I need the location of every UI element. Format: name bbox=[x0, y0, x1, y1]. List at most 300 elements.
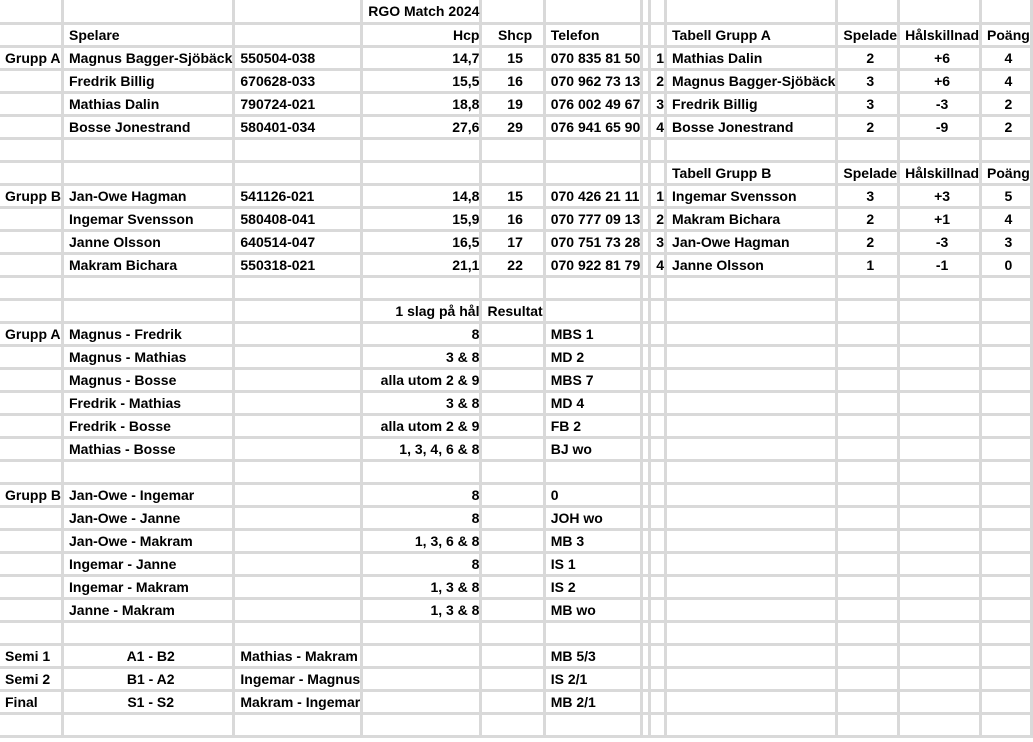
sheet-cell[interactable] bbox=[234, 621, 362, 644]
sheet-cell[interactable] bbox=[481, 690, 544, 713]
sheet-cell[interactable] bbox=[650, 529, 666, 552]
sheet-cell[interactable]: 15 bbox=[481, 184, 544, 207]
sheet-cell[interactable]: Ingemar - Janne bbox=[63, 552, 234, 575]
sheet-cell[interactable] bbox=[481, 276, 544, 299]
sheet-cell[interactable] bbox=[981, 414, 1032, 437]
sheet-cell[interactable] bbox=[837, 345, 899, 368]
sheet-cell[interactable] bbox=[899, 644, 981, 667]
sheet-cell[interactable]: Mathias Dalin bbox=[63, 92, 234, 115]
sheet-cell[interactable] bbox=[481, 414, 544, 437]
sheet-cell[interactable] bbox=[837, 299, 899, 322]
sheet-cell[interactable] bbox=[481, 621, 544, 644]
sheet-cell[interactable] bbox=[0, 345, 63, 368]
sheet-cell[interactable]: 550504-038 bbox=[234, 46, 362, 69]
sheet-cell[interactable]: +6 bbox=[899, 46, 981, 69]
sheet-cell[interactable]: Makram - Ingemar bbox=[234, 690, 362, 713]
sheet-cell[interactable]: Tabell Grupp B bbox=[666, 161, 837, 184]
sheet-cell[interactable]: -9 bbox=[899, 115, 981, 138]
sheet-cell[interactable] bbox=[234, 437, 362, 460]
sheet-cell[interactable] bbox=[481, 644, 544, 667]
sheet-cell[interactable] bbox=[650, 299, 666, 322]
sheet-cell[interactable] bbox=[837, 644, 899, 667]
sheet-cell[interactable] bbox=[981, 667, 1032, 690]
sheet-cell[interactable] bbox=[481, 552, 544, 575]
sheet-cell[interactable] bbox=[0, 368, 63, 391]
sheet-cell[interactable]: 580401-034 bbox=[234, 115, 362, 138]
sheet-cell[interactable] bbox=[642, 644, 650, 667]
sheet-cell[interactable] bbox=[981, 506, 1032, 529]
sheet-cell[interactable] bbox=[650, 575, 666, 598]
sheet-cell[interactable] bbox=[0, 529, 63, 552]
sheet-cell[interactable] bbox=[837, 276, 899, 299]
sheet-cell[interactable]: Semi 1 bbox=[0, 644, 63, 667]
sheet-cell[interactable] bbox=[650, 345, 666, 368]
sheet-cell[interactable]: MB wo bbox=[544, 598, 642, 621]
sheet-cell[interactable] bbox=[666, 690, 837, 713]
sheet-cell[interactable] bbox=[481, 322, 544, 345]
sheet-cell[interactable]: JOH wo bbox=[544, 506, 642, 529]
sheet-cell[interactable] bbox=[0, 253, 63, 276]
sheet-cell[interactable]: MD 2 bbox=[544, 345, 642, 368]
sheet-cell[interactable]: Jan-Owe - Ingemar bbox=[63, 483, 234, 506]
sheet-cell[interactable] bbox=[650, 276, 666, 299]
sheet-cell[interactable] bbox=[0, 598, 63, 621]
sheet-cell[interactable] bbox=[234, 552, 362, 575]
sheet-cell[interactable]: Magnus - Bosse bbox=[63, 368, 234, 391]
sheet-cell[interactable] bbox=[666, 460, 837, 483]
sheet-cell[interactable] bbox=[899, 0, 981, 23]
sheet-cell[interactable] bbox=[899, 667, 981, 690]
sheet-cell[interactable]: 21,1 bbox=[362, 253, 481, 276]
sheet-cell[interactable] bbox=[642, 460, 650, 483]
sheet-cell[interactable]: IS 1 bbox=[544, 552, 642, 575]
sheet-cell[interactable] bbox=[234, 0, 362, 23]
sheet-cell[interactable] bbox=[362, 690, 481, 713]
sheet-cell[interactable] bbox=[899, 276, 981, 299]
sheet-cell[interactable] bbox=[837, 506, 899, 529]
sheet-cell[interactable]: MBS 7 bbox=[544, 368, 642, 391]
sheet-cell[interactable]: 2 bbox=[837, 115, 899, 138]
sheet-cell[interactable]: 1, 3 & 8 bbox=[362, 598, 481, 621]
sheet-cell[interactable] bbox=[650, 552, 666, 575]
sheet-cell[interactable] bbox=[642, 598, 650, 621]
sheet-cell[interactable] bbox=[666, 644, 837, 667]
sheet-cell[interactable]: Bosse Jonestrand bbox=[63, 115, 234, 138]
sheet-cell[interactable]: Resultat bbox=[481, 299, 544, 322]
sheet-cell[interactable]: IS 2 bbox=[544, 575, 642, 598]
sheet-cell[interactable] bbox=[837, 0, 899, 23]
sheet-cell[interactable] bbox=[234, 713, 362, 736]
sheet-cell[interactable]: 14,8 bbox=[362, 184, 481, 207]
sheet-cell[interactable] bbox=[837, 667, 899, 690]
sheet-cell[interactable]: 070 962 73 13 bbox=[544, 69, 642, 92]
sheet-cell[interactable]: 17 bbox=[481, 230, 544, 253]
sheet-cell[interactable] bbox=[234, 345, 362, 368]
sheet-cell[interactable]: Hålskillnad bbox=[899, 23, 981, 46]
sheet-cell[interactable] bbox=[0, 713, 63, 736]
sheet-cell[interactable]: 8 bbox=[362, 506, 481, 529]
sheet-cell[interactable] bbox=[837, 391, 899, 414]
sheet-cell[interactable]: 1 bbox=[650, 46, 666, 69]
sheet-cell[interactable] bbox=[481, 161, 544, 184]
sheet-cell[interactable]: 4 bbox=[981, 69, 1032, 92]
sheet-cell[interactable] bbox=[899, 460, 981, 483]
sheet-cell[interactable] bbox=[899, 690, 981, 713]
sheet-cell[interactable] bbox=[899, 322, 981, 345]
sheet-cell[interactable] bbox=[481, 483, 544, 506]
sheet-cell[interactable] bbox=[650, 368, 666, 391]
sheet-cell[interactable] bbox=[650, 621, 666, 644]
sheet-cell[interactable] bbox=[837, 138, 899, 161]
sheet-cell[interactable]: +3 bbox=[899, 184, 981, 207]
sheet-cell[interactable]: Fredrik - Mathias bbox=[63, 391, 234, 414]
sheet-cell[interactable] bbox=[642, 713, 650, 736]
sheet-cell[interactable] bbox=[481, 437, 544, 460]
sheet-cell[interactable]: 15 bbox=[481, 46, 544, 69]
sheet-cell[interactable] bbox=[981, 713, 1032, 736]
sheet-cell[interactable]: 670628-033 bbox=[234, 69, 362, 92]
sheet-cell[interactable]: 2 bbox=[650, 69, 666, 92]
sheet-cell[interactable] bbox=[234, 322, 362, 345]
sheet-cell[interactable]: Makram Bichara bbox=[63, 253, 234, 276]
sheet-cell[interactable]: 0 bbox=[544, 483, 642, 506]
sheet-cell[interactable] bbox=[899, 575, 981, 598]
sheet-cell[interactable] bbox=[642, 69, 650, 92]
sheet-cell[interactable]: 16 bbox=[481, 69, 544, 92]
sheet-cell[interactable]: 1, 3 & 8 bbox=[362, 575, 481, 598]
sheet-cell[interactable]: MB 3 bbox=[544, 529, 642, 552]
sheet-cell[interactable] bbox=[650, 713, 666, 736]
sheet-cell[interactable] bbox=[544, 138, 642, 161]
sheet-cell[interactable]: 4 bbox=[650, 115, 666, 138]
sheet-cell[interactable] bbox=[666, 552, 837, 575]
sheet-cell[interactable] bbox=[362, 621, 481, 644]
sheet-cell[interactable]: 16 bbox=[481, 207, 544, 230]
sheet-cell[interactable] bbox=[650, 414, 666, 437]
sheet-cell[interactable] bbox=[899, 483, 981, 506]
sheet-cell[interactable]: 15,9 bbox=[362, 207, 481, 230]
sheet-cell[interactable] bbox=[0, 621, 63, 644]
sheet-cell[interactable]: 4 bbox=[650, 253, 666, 276]
sheet-cell[interactable] bbox=[981, 598, 1032, 621]
sheet-cell[interactable]: MB 5/3 bbox=[544, 644, 642, 667]
sheet-cell[interactable] bbox=[234, 368, 362, 391]
sheet-cell[interactable]: Grupp A bbox=[0, 46, 63, 69]
sheet-cell[interactable] bbox=[544, 460, 642, 483]
sheet-cell[interactable]: 8 bbox=[362, 483, 481, 506]
sheet-cell[interactable] bbox=[666, 276, 837, 299]
sheet-cell[interactable] bbox=[837, 414, 899, 437]
sheet-cell[interactable] bbox=[666, 322, 837, 345]
sheet-cell[interactable] bbox=[666, 621, 837, 644]
sheet-cell[interactable] bbox=[0, 460, 63, 483]
sheet-cell[interactable] bbox=[899, 345, 981, 368]
sheet-cell[interactable] bbox=[899, 552, 981, 575]
sheet-cell[interactable] bbox=[642, 391, 650, 414]
sheet-cell[interactable] bbox=[642, 621, 650, 644]
sheet-cell[interactable] bbox=[642, 46, 650, 69]
sheet-cell[interactable] bbox=[642, 207, 650, 230]
sheet-cell[interactable]: 070 426 21 11 bbox=[544, 184, 642, 207]
sheet-cell[interactable]: -1 bbox=[899, 253, 981, 276]
sheet-cell[interactable] bbox=[650, 161, 666, 184]
sheet-cell[interactable]: 14,7 bbox=[362, 46, 481, 69]
sheet-cell[interactable] bbox=[0, 299, 63, 322]
sheet-cell[interactable]: 22 bbox=[481, 253, 544, 276]
sheet-cell[interactable]: Ingemar Svensson bbox=[666, 184, 837, 207]
sheet-cell[interactable] bbox=[234, 414, 362, 437]
sheet-cell[interactable]: 070 751 73 28 bbox=[544, 230, 642, 253]
sheet-cell[interactable]: 3 bbox=[837, 184, 899, 207]
sheet-cell[interactable]: Spelade bbox=[837, 23, 899, 46]
sheet-cell[interactable] bbox=[666, 667, 837, 690]
sheet-cell[interactable] bbox=[544, 621, 642, 644]
sheet-cell[interactable]: 2 bbox=[981, 92, 1032, 115]
sheet-cell[interactable]: Mathias Dalin bbox=[666, 46, 837, 69]
sheet-cell[interactable]: 16,5 bbox=[362, 230, 481, 253]
sheet-cell[interactable] bbox=[0, 575, 63, 598]
sheet-cell[interactable]: Fredrik Billig bbox=[666, 92, 837, 115]
sheet-cell[interactable]: 1, 3, 6 & 8 bbox=[362, 529, 481, 552]
sheet-cell[interactable] bbox=[642, 667, 650, 690]
sheet-cell[interactable]: Mathias - Makram bbox=[234, 644, 362, 667]
sheet-cell[interactable] bbox=[837, 460, 899, 483]
sheet-cell[interactable]: 1, 3, 4, 6 & 8 bbox=[362, 437, 481, 460]
sheet-cell[interactable] bbox=[666, 138, 837, 161]
sheet-cell[interactable]: MB 2/1 bbox=[544, 690, 642, 713]
sheet-cell[interactable] bbox=[650, 391, 666, 414]
sheet-cell[interactable]: 8 bbox=[362, 322, 481, 345]
sheet-cell[interactable]: Spelade bbox=[837, 161, 899, 184]
sheet-cell[interactable] bbox=[981, 368, 1032, 391]
sheet-cell[interactable] bbox=[0, 69, 63, 92]
sheet-cell[interactable] bbox=[899, 299, 981, 322]
sheet-cell[interactable]: Janne Olsson bbox=[63, 230, 234, 253]
sheet-cell[interactable] bbox=[981, 345, 1032, 368]
sheet-cell[interactable] bbox=[63, 713, 234, 736]
sheet-cell[interactable] bbox=[234, 506, 362, 529]
sheet-cell[interactable] bbox=[362, 138, 481, 161]
sheet-cell[interactable] bbox=[234, 483, 362, 506]
sheet-cell[interactable] bbox=[0, 552, 63, 575]
sheet-cell[interactable]: A1 - B2 bbox=[63, 644, 234, 667]
sheet-cell[interactable] bbox=[981, 483, 1032, 506]
sheet-cell[interactable] bbox=[362, 460, 481, 483]
sheet-cell[interactable]: 541126-021 bbox=[234, 184, 362, 207]
sheet-cell[interactable]: 3 bbox=[837, 92, 899, 115]
sheet-cell[interactable] bbox=[650, 667, 666, 690]
sheet-cell[interactable]: Grupp B bbox=[0, 184, 63, 207]
sheet-cell[interactable]: 2 bbox=[650, 207, 666, 230]
sheet-cell[interactable] bbox=[650, 138, 666, 161]
sheet-cell[interactable]: Magnus - Mathias bbox=[63, 345, 234, 368]
sheet-cell[interactable]: 3 & 8 bbox=[362, 345, 481, 368]
sheet-cell[interactable] bbox=[234, 161, 362, 184]
sheet-cell[interactable] bbox=[837, 368, 899, 391]
sheet-cell[interactable]: 790724-021 bbox=[234, 92, 362, 115]
sheet-cell[interactable] bbox=[642, 299, 650, 322]
sheet-cell[interactable] bbox=[544, 713, 642, 736]
sheet-cell[interactable] bbox=[837, 437, 899, 460]
sheet-cell[interactable]: Janne Olsson bbox=[666, 253, 837, 276]
sheet-cell[interactable]: Jan-Owe - Janne bbox=[63, 506, 234, 529]
sheet-cell[interactable]: 2 bbox=[837, 46, 899, 69]
sheet-cell[interactable]: +1 bbox=[899, 207, 981, 230]
sheet-cell[interactable] bbox=[234, 529, 362, 552]
sheet-cell[interactable]: -3 bbox=[899, 92, 981, 115]
sheet-cell[interactable] bbox=[481, 368, 544, 391]
sheet-cell[interactable] bbox=[63, 460, 234, 483]
sheet-cell[interactable]: 3 bbox=[650, 92, 666, 115]
sheet-cell[interactable] bbox=[981, 621, 1032, 644]
sheet-cell[interactable] bbox=[0, 0, 63, 23]
sheet-cell[interactable]: 2 bbox=[837, 230, 899, 253]
sheet-cell[interactable] bbox=[63, 161, 234, 184]
sheet-cell[interactable] bbox=[0, 506, 63, 529]
sheet-cell[interactable] bbox=[642, 322, 650, 345]
sheet-cell[interactable] bbox=[666, 0, 837, 23]
sheet-cell[interactable] bbox=[234, 138, 362, 161]
sheet-cell[interactable] bbox=[837, 621, 899, 644]
sheet-cell[interactable] bbox=[666, 575, 837, 598]
sheet-cell[interactable] bbox=[234, 598, 362, 621]
sheet-cell[interactable]: 580408-041 bbox=[234, 207, 362, 230]
sheet-cell[interactable] bbox=[234, 391, 362, 414]
sheet-cell[interactable]: Makram Bichara bbox=[666, 207, 837, 230]
sheet-title[interactable]: RGO Match 2024 bbox=[362, 0, 481, 23]
sheet-cell[interactable] bbox=[666, 437, 837, 460]
sheet-cell[interactable] bbox=[544, 276, 642, 299]
sheet-cell[interactable]: Hålskillnad bbox=[899, 161, 981, 184]
sheet-cell[interactable] bbox=[666, 299, 837, 322]
sheet-cell[interactable]: 4 bbox=[981, 46, 1032, 69]
sheet-cell[interactable] bbox=[837, 529, 899, 552]
sheet-cell[interactable]: 3 bbox=[981, 230, 1032, 253]
sheet-cell[interactable] bbox=[642, 276, 650, 299]
sheet-cell[interactable] bbox=[837, 552, 899, 575]
sheet-cell[interactable] bbox=[899, 368, 981, 391]
sheet-cell[interactable]: MBS 1 bbox=[544, 322, 642, 345]
sheet-cell[interactable] bbox=[981, 690, 1032, 713]
sheet-cell[interactable] bbox=[642, 230, 650, 253]
sheet-cell[interactable] bbox=[63, 0, 234, 23]
sheet-cell[interactable]: Shcp bbox=[481, 23, 544, 46]
sheet-cell[interactable] bbox=[362, 276, 481, 299]
sheet-cell[interactable] bbox=[666, 713, 837, 736]
sheet-cell[interactable]: +6 bbox=[899, 69, 981, 92]
sheet-cell[interactable]: Ingemar Svensson bbox=[63, 207, 234, 230]
sheet-cell[interactable] bbox=[362, 161, 481, 184]
sheet-cell[interactable]: Spelare bbox=[63, 23, 234, 46]
sheet-cell[interactable] bbox=[481, 529, 544, 552]
sheet-cell[interactable] bbox=[642, 138, 650, 161]
sheet-cell[interactable] bbox=[481, 575, 544, 598]
sheet-cell[interactable]: Magnus Bagger-Sjöbäck bbox=[63, 46, 234, 69]
sheet-cell[interactable] bbox=[642, 690, 650, 713]
sheet-cell[interactable] bbox=[666, 529, 837, 552]
sheet-cell[interactable] bbox=[481, 598, 544, 621]
sheet-cell[interactable] bbox=[899, 713, 981, 736]
sheet-cell[interactable]: 19 bbox=[481, 92, 544, 115]
sheet-cell[interactable] bbox=[481, 667, 544, 690]
sheet-cell[interactable] bbox=[544, 299, 642, 322]
sheet-cell[interactable] bbox=[63, 138, 234, 161]
sheet-cell[interactable] bbox=[234, 575, 362, 598]
sheet-cell[interactable] bbox=[650, 322, 666, 345]
sheet-cell[interactable]: S1 - S2 bbox=[63, 690, 234, 713]
sheet-cell[interactable]: 15,5 bbox=[362, 69, 481, 92]
sheet-cell[interactable] bbox=[362, 713, 481, 736]
sheet-cell[interactable]: Ingemar - Makram bbox=[63, 575, 234, 598]
sheet-cell[interactable] bbox=[642, 0, 650, 23]
sheet-cell[interactable] bbox=[666, 391, 837, 414]
sheet-cell[interactable] bbox=[837, 322, 899, 345]
sheet-cell[interactable]: Mathias - Bosse bbox=[63, 437, 234, 460]
sheet-cell[interactable] bbox=[481, 506, 544, 529]
sheet-cell[interactable] bbox=[0, 207, 63, 230]
sheet-cell[interactable] bbox=[63, 276, 234, 299]
sheet-cell[interactable] bbox=[899, 598, 981, 621]
sheet-cell[interactable] bbox=[899, 391, 981, 414]
sheet-cell[interactable]: MD 4 bbox=[544, 391, 642, 414]
sheet-cell[interactable] bbox=[899, 138, 981, 161]
sheet-cell[interactable]: 076 002 49 67 bbox=[544, 92, 642, 115]
sheet-cell[interactable]: 1 bbox=[650, 184, 666, 207]
sheet-cell[interactable] bbox=[481, 345, 544, 368]
sheet-cell[interactable] bbox=[63, 621, 234, 644]
sheet-cell[interactable]: Fredrik - Bosse bbox=[63, 414, 234, 437]
sheet-cell[interactable] bbox=[234, 23, 362, 46]
sheet-cell[interactable]: 070 922 81 79 bbox=[544, 253, 642, 276]
sheet-cell[interactable] bbox=[981, 575, 1032, 598]
sheet-cell[interactable] bbox=[481, 0, 544, 23]
sheet-cell[interactable] bbox=[981, 644, 1032, 667]
sheet-cell[interactable] bbox=[481, 460, 544, 483]
sheet-cell[interactable]: Fredrik Billig bbox=[63, 69, 234, 92]
sheet-cell[interactable] bbox=[981, 391, 1032, 414]
sheet-cell[interactable] bbox=[650, 598, 666, 621]
sheet-cell[interactable] bbox=[837, 713, 899, 736]
sheet-cell[interactable] bbox=[899, 529, 981, 552]
sheet-cell[interactable] bbox=[234, 276, 362, 299]
sheet-cell[interactable] bbox=[650, 23, 666, 46]
sheet-cell[interactable]: B1 - A2 bbox=[63, 667, 234, 690]
sheet-cell[interactable] bbox=[642, 253, 650, 276]
sheet-cell[interactable]: 3 & 8 bbox=[362, 391, 481, 414]
sheet-cell[interactable] bbox=[544, 0, 642, 23]
sheet-cell[interactable] bbox=[0, 391, 63, 414]
sheet-cell[interactable] bbox=[642, 161, 650, 184]
sheet-cell[interactable] bbox=[0, 230, 63, 253]
sheet-cell[interactable] bbox=[666, 483, 837, 506]
sheet-cell[interactable] bbox=[0, 161, 63, 184]
sheet-cell[interactable] bbox=[899, 414, 981, 437]
sheet-cell[interactable]: Magnus Bagger-Sjöbäck bbox=[666, 69, 837, 92]
sheet-cell[interactable] bbox=[642, 552, 650, 575]
sheet-cell[interactable] bbox=[0, 92, 63, 115]
sheet-cell[interactable]: Grupp A bbox=[0, 322, 63, 345]
sheet-cell[interactable]: 2 bbox=[837, 207, 899, 230]
sheet-cell[interactable] bbox=[981, 460, 1032, 483]
sheet-cell[interactable] bbox=[642, 92, 650, 115]
sheet-cell[interactable]: 0 bbox=[981, 253, 1032, 276]
sheet-cell[interactable]: IS 2/1 bbox=[544, 667, 642, 690]
sheet-cell[interactable] bbox=[981, 299, 1032, 322]
sheet-cell[interactable] bbox=[837, 598, 899, 621]
sheet-cell[interactable]: 5 bbox=[981, 184, 1032, 207]
sheet-cell[interactable] bbox=[650, 690, 666, 713]
sheet-cell[interactable]: Final bbox=[0, 690, 63, 713]
